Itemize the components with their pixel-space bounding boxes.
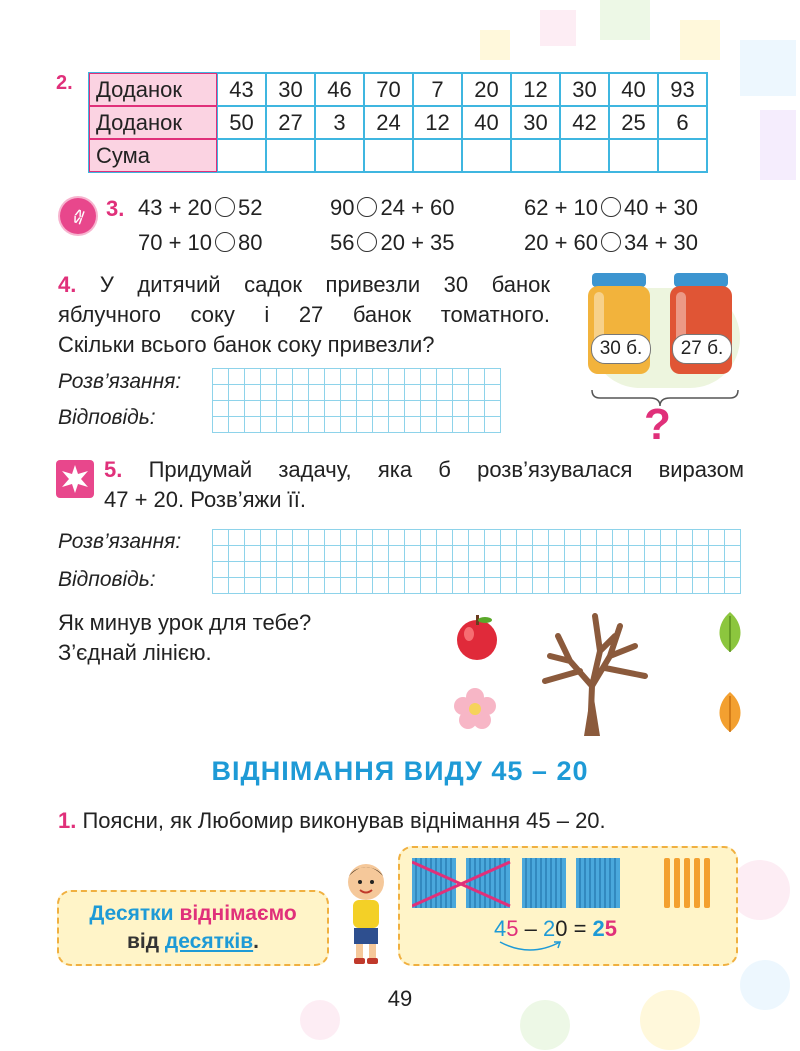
subtraction-equation: 45 – 20 = 25 — [494, 916, 618, 941]
single-sticks-icon — [664, 858, 710, 908]
sum-cell[interactable] — [560, 139, 609, 172]
table-cell: 30 — [511, 106, 560, 139]
table-cell: 43 — [217, 73, 266, 106]
compare-circle[interactable] — [215, 197, 235, 217]
bare-tree-icon[interactable] — [540, 606, 650, 736]
table-cell: 40 — [462, 106, 511, 139]
solution-label: Розв’язання: — [58, 370, 182, 393]
table-cell: 12 — [413, 106, 462, 139]
table-row-label: Сума — [89, 139, 217, 172]
solution-grid[interactable] — [212, 368, 501, 433]
table-cell: 27 — [266, 106, 315, 139]
solution-label: Розв’язання: — [58, 530, 182, 553]
subtraction-demo-box — [398, 846, 738, 966]
sum-cell[interactable] — [266, 139, 315, 172]
compare-item: 90 24 + 60 — [330, 195, 455, 220]
compare-badge-icon — [60, 198, 96, 234]
sum-cell[interactable] — [658, 139, 707, 172]
ten-sticks-bundle-icon — [522, 858, 566, 908]
decor-square — [760, 110, 796, 180]
compare-circle[interactable] — [601, 197, 621, 217]
sum-cell[interactable] — [511, 139, 560, 172]
decor-square — [680, 20, 720, 60]
compare-circle[interactable] — [357, 197, 377, 217]
task-3-number: 3. — [106, 196, 125, 221]
sum-cell[interactable] — [315, 139, 364, 172]
decor-square — [480, 30, 510, 60]
decor-square — [600, 0, 650, 40]
addition-table — [88, 72, 708, 173]
table-cell: 46 — [315, 73, 364, 106]
decor-circle — [730, 860, 790, 920]
compare-signs: ≤≥ — [68, 206, 88, 226]
flower-icon[interactable] — [452, 686, 498, 732]
sum-cell[interactable] — [217, 139, 266, 172]
task-2-number: 2. — [56, 72, 73, 94]
sum-cell[interactable] — [413, 139, 462, 172]
lesson-1-text: 1. Поясни, як Любомир виконував віднімання 45 – 20. — [58, 808, 606, 833]
answer-label: Відповідь: — [58, 568, 156, 591]
green-leaf-icon[interactable] — [714, 610, 746, 654]
table-cell: 3 — [315, 106, 364, 139]
solution-grid[interactable] — [212, 529, 741, 594]
table-cell: 30 — [266, 73, 315, 106]
orange-leaf-icon[interactable] — [714, 690, 746, 734]
reflection-text: Як минув урок для тебе? З’єднай лінією. — [58, 610, 312, 665]
table-cell: 20 — [462, 73, 511, 106]
table-cell: 30 — [560, 73, 609, 106]
ten-sticks-bundle-icon — [576, 858, 620, 908]
decor-square — [740, 40, 796, 96]
table-cell: 42 — [560, 106, 609, 139]
creative-task-icon — [56, 460, 94, 498]
sum-cell[interactable] — [462, 139, 511, 172]
compare-item: 56 20 + 35 — [330, 230, 455, 255]
task-4-text: 4. У дитячий садок привезли 30 банок яблучного соку і 27 банок томатного. Скільки всього банок соку привезли? — [58, 272, 550, 357]
apple-icon[interactable] — [452, 612, 502, 662]
answer-label: Відповідь: — [58, 406, 156, 429]
boy-lyubomyr-icon — [338, 858, 394, 968]
counting-sticks — [412, 858, 722, 912]
star-burst-icon — [60, 464, 90, 494]
task-5-text: 5. Придумай задачу, яка б розв’язувалася виразом 47 + 20. Розв’яжи її. — [104, 457, 744, 512]
section-title: ВІДНІМАННЯ ВИДУ 45 – 20 — [211, 756, 589, 786]
table-cell: 24 — [364, 106, 413, 139]
rule-box: Десятки віднімаємо від десятків. — [57, 890, 329, 966]
table-cell: 70 — [364, 73, 413, 106]
table-row-label: Доданок — [89, 73, 217, 106]
table-cell: 93 — [658, 73, 707, 106]
table-cell: 12 — [511, 73, 560, 106]
sum-cell[interactable] — [609, 139, 658, 172]
compare-circle[interactable] — [215, 232, 235, 252]
table-cell: 40 — [609, 73, 658, 106]
table-cell: 25 — [609, 106, 658, 139]
table-cell: 6 — [658, 106, 707, 139]
compare-item: 20 + 60 34 + 30 — [524, 230, 699, 255]
sum-cell[interactable] — [364, 139, 413, 172]
compare-item: 43 + 20 52 — [138, 195, 263, 220]
compare-circle[interactable] — [601, 232, 621, 252]
decor-square — [540, 10, 576, 46]
table-cell: 50 — [217, 106, 266, 139]
jar-label: 30 б. — [591, 334, 651, 364]
compare-item: 62 + 10 40 + 30 — [524, 195, 699, 220]
table-cell: 7 — [413, 73, 462, 106]
tens-link-arc — [496, 940, 566, 956]
compare-circle[interactable] — [357, 232, 377, 252]
question-mark: ? — [644, 400, 671, 449]
page-number: 49 — [387, 986, 413, 1011]
compare-item: 70 + 10 80 — [138, 230, 263, 255]
jar-label: 27 б. — [672, 334, 732, 364]
table-row-label: Доданок — [89, 106, 217, 139]
